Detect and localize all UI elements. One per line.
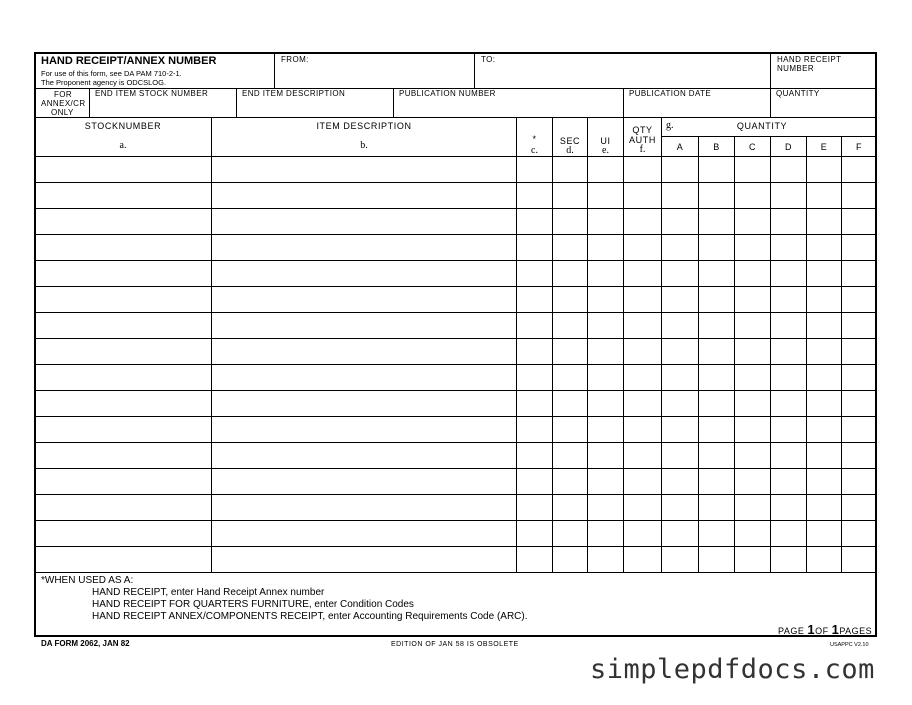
divider xyxy=(236,88,237,117)
table-cell[interactable] xyxy=(699,287,733,311)
table-cell[interactable] xyxy=(553,261,586,285)
table-cell[interactable] xyxy=(807,417,840,441)
table-cell[interactable] xyxy=(212,209,515,233)
table-cell[interactable] xyxy=(735,261,769,285)
divider xyxy=(393,88,394,117)
table-cell[interactable] xyxy=(699,495,733,519)
sec-sub: d. xyxy=(566,145,574,156)
table-cell[interactable] xyxy=(212,443,515,467)
table-cell[interactable] xyxy=(624,443,660,467)
table-cell[interactable] xyxy=(735,443,769,467)
publication-date-label: PUBLICATION DATE xyxy=(629,89,712,98)
table-cell[interactable] xyxy=(624,521,660,545)
table-cell[interactable] xyxy=(624,287,660,311)
table-cell[interactable] xyxy=(553,469,586,493)
item-description-header: ITEM DESCRIPTION xyxy=(316,121,412,131)
to-label: TO: xyxy=(481,55,496,64)
table-cell[interactable] xyxy=(771,495,805,519)
table-cell[interactable] xyxy=(588,469,622,493)
star-header: * xyxy=(532,134,537,144)
page-of: OF xyxy=(815,626,829,636)
table-cell[interactable] xyxy=(517,469,551,493)
qty-col-a: A xyxy=(676,142,684,152)
table-cell[interactable] xyxy=(735,495,769,519)
table-cell[interactable] xyxy=(807,443,840,467)
table-cell[interactable] xyxy=(553,339,586,363)
stock-number-sub: a. xyxy=(119,140,127,151)
table-cell[interactable] xyxy=(842,443,875,467)
table-cell[interactable] xyxy=(36,495,210,519)
table-cell[interactable] xyxy=(624,235,660,259)
table-cell[interactable] xyxy=(735,365,769,389)
table-cell[interactable] xyxy=(771,391,805,415)
qty-col-b: B xyxy=(713,142,720,152)
table-cell[interactable] xyxy=(662,183,697,207)
table-cell[interactable] xyxy=(735,521,769,545)
table-cell[interactable] xyxy=(807,261,840,285)
table-cell[interactable] xyxy=(699,157,733,181)
divider xyxy=(770,53,771,88)
table-cell[interactable] xyxy=(517,313,551,337)
table-cell[interactable] xyxy=(36,261,210,285)
table-cell[interactable] xyxy=(842,209,875,233)
table-cell[interactable] xyxy=(624,339,660,363)
end-item-description-label: END ITEM DESCRIPTION xyxy=(242,89,346,98)
table-cell[interactable] xyxy=(771,365,805,389)
qty-col-f: F xyxy=(855,142,863,152)
qty-auth-header: AUTH xyxy=(629,135,656,145)
table-cell[interactable] xyxy=(842,183,875,207)
table-cell[interactable] xyxy=(807,157,840,181)
table-cell[interactable] xyxy=(771,261,805,285)
table-cell[interactable] xyxy=(212,417,515,441)
table-cell[interactable] xyxy=(735,183,769,207)
qty-col-d: D xyxy=(784,142,793,152)
table-cell[interactable] xyxy=(807,209,840,233)
table-cell[interactable] xyxy=(588,417,622,441)
table-cell[interactable] xyxy=(842,495,875,519)
from-field[interactable] xyxy=(275,64,473,87)
note-line-2: HAND RECEIPT FOR QUARTERS FURNITURE, enter Condition Codes xyxy=(92,599,414,610)
table-cell[interactable] xyxy=(517,157,551,181)
table-cell[interactable] xyxy=(624,313,660,337)
table-cell[interactable] xyxy=(517,547,551,571)
table-cell[interactable] xyxy=(842,547,875,571)
table-cell[interactable] xyxy=(36,339,210,363)
table-cell[interactable] xyxy=(553,313,586,337)
qty-sub: f. xyxy=(639,144,646,155)
table-cell[interactable] xyxy=(771,547,805,571)
table-cell[interactable] xyxy=(588,235,622,259)
table-cell[interactable] xyxy=(807,469,840,493)
table-cell[interactable] xyxy=(735,339,769,363)
table-cell[interactable] xyxy=(212,235,515,259)
table-cell[interactable] xyxy=(699,547,733,571)
table-cell[interactable] xyxy=(588,547,622,571)
qty-col-e: E xyxy=(820,142,828,152)
table-cell[interactable] xyxy=(735,391,769,415)
table-cell[interactable] xyxy=(624,183,660,207)
table-cell[interactable] xyxy=(588,443,622,467)
table-cell[interactable] xyxy=(771,183,805,207)
end-item-stock-number-label: END ITEM STOCK NUMBER xyxy=(95,89,209,98)
table-cell[interactable] xyxy=(212,261,515,285)
table-cell[interactable] xyxy=(553,183,586,207)
table-cell[interactable] xyxy=(662,313,697,337)
table-cell[interactable] xyxy=(517,339,551,363)
sec-header: SEC xyxy=(559,136,581,146)
table-cell[interactable] xyxy=(699,391,733,415)
table-cell[interactable] xyxy=(771,339,805,363)
table-cell[interactable] xyxy=(36,547,210,571)
table-cell[interactable] xyxy=(842,391,875,415)
table-cell[interactable] xyxy=(588,391,622,415)
table-cell[interactable] xyxy=(553,157,586,181)
table-cell[interactable] xyxy=(735,209,769,233)
qty-col-c: C xyxy=(748,142,757,152)
for-label: FOR xyxy=(54,90,73,99)
table-cell[interactable] xyxy=(662,547,697,571)
table-cell[interactable] xyxy=(624,547,660,571)
table-cell[interactable] xyxy=(588,261,622,285)
edition-note: EDITION OF JAN 58 IS OBSOLETE xyxy=(391,641,519,648)
table-cell[interactable] xyxy=(699,235,733,259)
hand-receipt-number-label-2: NUMBER xyxy=(777,64,815,73)
table-cell[interactable] xyxy=(36,183,210,207)
table-cell[interactable] xyxy=(517,495,551,519)
table-cell[interactable] xyxy=(807,547,840,571)
table-cell[interactable] xyxy=(699,469,733,493)
table-cell[interactable] xyxy=(553,209,586,233)
table-cell[interactable] xyxy=(735,313,769,337)
divider xyxy=(35,117,876,118)
table-cell[interactable] xyxy=(842,313,875,337)
table-cell[interactable] xyxy=(624,157,660,181)
table-cell[interactable] xyxy=(735,235,769,259)
table-cell[interactable] xyxy=(588,521,622,545)
table-cell[interactable] xyxy=(517,391,551,415)
table-cell[interactable] xyxy=(699,313,733,337)
table-cell[interactable] xyxy=(36,313,210,337)
table-cell[interactable] xyxy=(553,287,586,311)
table-cell[interactable] xyxy=(36,391,210,415)
table-cell[interactable] xyxy=(588,339,622,363)
table-cell[interactable] xyxy=(553,235,586,259)
quantity-group-header: QUANTITY xyxy=(736,121,788,131)
page-total[interactable]: 1 xyxy=(831,622,840,637)
table-cell[interactable] xyxy=(212,287,515,311)
form-title: HAND RECEIPT/ANNEX NUMBER xyxy=(41,55,217,67)
table-cell[interactable] xyxy=(212,495,515,519)
table-cell[interactable] xyxy=(624,209,660,233)
table-cell[interactable] xyxy=(517,209,551,233)
divider xyxy=(623,88,624,117)
table-cell[interactable] xyxy=(588,313,622,337)
table-cell[interactable] xyxy=(588,157,622,181)
table-cell[interactable] xyxy=(807,391,840,415)
table-cell[interactable] xyxy=(588,495,622,519)
table-cell[interactable] xyxy=(842,339,875,363)
table-cell[interactable] xyxy=(771,417,805,441)
table-cell[interactable] xyxy=(771,157,805,181)
table-cell[interactable] xyxy=(517,365,551,389)
table-cell[interactable] xyxy=(842,157,875,181)
table-cell[interactable] xyxy=(212,365,515,389)
table-cell[interactable] xyxy=(699,183,733,207)
table-cell[interactable] xyxy=(807,183,840,207)
ui-header: UI xyxy=(600,136,611,146)
table-cell[interactable] xyxy=(36,287,210,311)
page-suffix: PAGES xyxy=(839,626,873,636)
publication-number-label: PUBLICATION NUMBER xyxy=(399,89,496,98)
table-cell[interactable] xyxy=(842,521,875,545)
table-cell[interactable] xyxy=(662,521,697,545)
table-cell[interactable] xyxy=(771,521,805,545)
table-cell[interactable] xyxy=(735,287,769,311)
table-cell[interactable] xyxy=(517,443,551,467)
table-cell[interactable] xyxy=(588,209,622,233)
item-description-sub: b. xyxy=(360,140,368,151)
table-cell[interactable] xyxy=(212,547,515,571)
table-cell[interactable] xyxy=(36,209,210,233)
divider xyxy=(770,88,771,117)
table-cell[interactable] xyxy=(807,235,840,259)
proponent-text: The Proponent agency is ODCSLOG. xyxy=(41,78,167,87)
table-cell[interactable] xyxy=(212,313,515,337)
to-field[interactable] xyxy=(475,64,769,87)
table-cell[interactable] xyxy=(212,469,515,493)
divider xyxy=(662,136,876,137)
table-cell[interactable] xyxy=(588,365,622,389)
table-cell[interactable] xyxy=(212,521,515,545)
table-cell[interactable] xyxy=(771,469,805,493)
form-id: DA FORM 2062, JAN 82 xyxy=(41,639,130,648)
table-cell[interactable] xyxy=(36,521,210,545)
table-cell[interactable] xyxy=(735,469,769,493)
table-cell[interactable] xyxy=(553,495,586,519)
table-cell[interactable] xyxy=(588,287,622,311)
table-cell[interactable] xyxy=(699,417,733,441)
table-cell[interactable] xyxy=(662,365,697,389)
table-cell[interactable] xyxy=(842,261,875,285)
table-cell[interactable] xyxy=(699,443,733,467)
page-prefix: PAGE xyxy=(778,626,805,636)
table-cell[interactable] xyxy=(699,339,733,363)
table-cell[interactable] xyxy=(807,287,840,311)
table-cell[interactable] xyxy=(624,365,660,389)
table-cell[interactable] xyxy=(771,209,805,233)
table-cell[interactable] xyxy=(842,417,875,441)
star-sub: c. xyxy=(531,145,538,156)
table-cell[interactable] xyxy=(771,287,805,311)
table-cell[interactable] xyxy=(771,235,805,259)
table-cell[interactable] xyxy=(517,287,551,311)
table-cell[interactable] xyxy=(807,365,840,389)
table-cell[interactable] xyxy=(735,547,769,571)
table-cell[interactable] xyxy=(624,261,660,285)
table-cell[interactable] xyxy=(624,469,660,493)
table-cell[interactable] xyxy=(842,287,875,311)
from-label: FROM: xyxy=(281,55,309,64)
table-cell[interactable] xyxy=(517,183,551,207)
table-cell[interactable] xyxy=(624,391,660,415)
table-cell[interactable] xyxy=(807,521,840,545)
table-cell[interactable] xyxy=(553,417,586,441)
table-cell[interactable] xyxy=(36,157,210,181)
table-cell[interactable] xyxy=(36,443,210,467)
table-cell[interactable] xyxy=(771,443,805,467)
table-cell[interactable] xyxy=(662,209,697,233)
table-cell[interactable] xyxy=(553,443,586,467)
table-cell[interactable] xyxy=(807,495,840,519)
when-used-note: *WHEN USED AS A: xyxy=(41,575,134,586)
table-cell[interactable] xyxy=(662,495,697,519)
table-cell[interactable] xyxy=(517,417,551,441)
table-cell[interactable] xyxy=(588,183,622,207)
page-number[interactable]: 1 xyxy=(807,622,816,637)
table-cell[interactable] xyxy=(517,521,551,545)
table-cell[interactable] xyxy=(662,287,697,311)
only-label: ONLY xyxy=(51,108,74,117)
table-cell[interactable] xyxy=(662,443,697,467)
table-cell[interactable] xyxy=(662,235,697,259)
table-cell[interactable] xyxy=(842,235,875,259)
table-cell[interactable] xyxy=(36,365,210,389)
use-instruction: For use of this form, see DA PAM 710-2-1. xyxy=(41,69,182,78)
qty-header: QTY xyxy=(632,125,653,135)
table-cell[interactable] xyxy=(771,313,805,337)
table-cell[interactable] xyxy=(842,365,875,389)
table-cell[interactable] xyxy=(662,391,697,415)
table-cell[interactable] xyxy=(662,339,697,363)
hand-receipt-number-label: HAND RECEIPT xyxy=(777,55,842,64)
table-cell[interactable] xyxy=(699,209,733,233)
table-cell[interactable] xyxy=(662,261,697,285)
table-cell[interactable] xyxy=(553,521,586,545)
table-cell[interactable] xyxy=(212,339,515,363)
watermark: simplepdfdocs.com xyxy=(590,654,875,685)
table-cell[interactable] xyxy=(662,417,697,441)
note-line-1: HAND RECEIPT, enter Hand Receipt Annex number xyxy=(92,587,325,598)
table-cell[interactable] xyxy=(699,365,733,389)
table-cell[interactable] xyxy=(807,339,840,363)
quantity-label: QUANTITY xyxy=(776,89,820,98)
table-cell[interactable] xyxy=(624,495,660,519)
table-cell[interactable] xyxy=(553,391,586,415)
table-cell[interactable] xyxy=(624,417,660,441)
table-cell[interactable] xyxy=(735,157,769,181)
ui-sub: e. xyxy=(602,145,609,156)
table-cell[interactable] xyxy=(36,417,210,441)
table-cell[interactable] xyxy=(807,313,840,337)
table-cell[interactable] xyxy=(699,261,733,285)
table-cell[interactable] xyxy=(212,391,515,415)
table-cell[interactable] xyxy=(517,261,551,285)
version-label: USAPPC V2.10 xyxy=(830,642,869,648)
table-cell[interactable] xyxy=(553,547,586,571)
note-line-3: HAND RECEIPT ANNEX/COMPONENTS RECEIPT, enter Accounting Requirements Code (ARC). xyxy=(92,611,528,622)
annex-cr-label: ANNEX/CR xyxy=(41,99,86,108)
table-cell[interactable] xyxy=(553,365,586,389)
table-cell[interactable] xyxy=(735,417,769,441)
table-cell[interactable] xyxy=(662,469,697,493)
table-cell[interactable] xyxy=(36,235,210,259)
stock-number-header: STOCKNUMBER xyxy=(84,121,162,131)
table-cell[interactable] xyxy=(517,235,551,259)
table-cell[interactable] xyxy=(36,469,210,493)
page-indicator xyxy=(778,622,872,637)
table-cell[interactable] xyxy=(842,469,875,493)
table-cell[interactable] xyxy=(699,521,733,545)
table-cell[interactable] xyxy=(212,183,515,207)
g-sub: g. xyxy=(666,120,674,131)
table-cell[interactable] xyxy=(662,157,697,181)
row-divider xyxy=(35,572,876,573)
divider xyxy=(89,88,90,117)
table-cell[interactable] xyxy=(212,157,515,181)
